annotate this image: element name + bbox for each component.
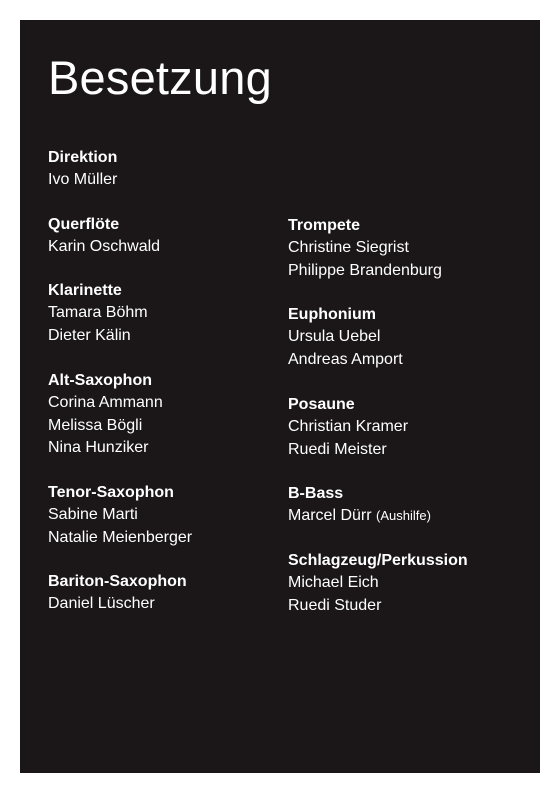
member-name: Michael Eich <box>288 573 379 591</box>
right-column <box>288 215 523 639</box>
member-name: Karin Oschwald <box>48 237 161 255</box>
section-alt-saxophon <box>48 370 283 460</box>
roster-panel <box>20 20 540 773</box>
member-name: Melissa Bögli <box>48 416 143 434</box>
section-heading: Posaune <box>288 395 355 413</box>
member-name: Daniel Lüscher <box>48 595 155 613</box>
section-heading: B-Bass <box>288 485 344 503</box>
member-note: (Aushilfe) <box>376 508 431 524</box>
section-klarinette <box>48 280 283 347</box>
page-title: Besetzung <box>48 51 272 104</box>
member-name: Christine Siegrist <box>288 239 409 256</box>
section-heading: Schlagzeug/Perkussion <box>288 551 468 569</box>
member-name: Ursula Uebel <box>288 328 381 346</box>
section-querfloete <box>48 214 283 259</box>
section-heading: Direktion <box>48 149 118 166</box>
member-name: Tamara Böhm <box>48 304 148 322</box>
member-name: Andreas Amport <box>288 351 403 369</box>
member-name: Nina Hunziker <box>48 439 149 457</box>
section-posaune <box>288 394 523 461</box>
section-heading: Bariton-Saxophon <box>48 573 187 591</box>
section-heading: Klarinette <box>48 282 122 300</box>
section-heading: Euphonium <box>288 306 376 324</box>
member-name: Sabine Marti <box>48 505 138 523</box>
section-tenor-saxophon <box>48 482 283 549</box>
section-b-bass <box>288 483 523 528</box>
section-heading: Tenor-Saxophon <box>48 483 174 501</box>
member-row <box>288 505 523 528</box>
section-schlagzeug-perkussion <box>288 550 523 617</box>
section-euphonium <box>288 304 523 371</box>
section-bariton-saxophon <box>48 571 283 616</box>
member-name: Ruedi Meister <box>288 440 387 458</box>
section-heading: Querflöte <box>48 215 120 233</box>
member-name: Philippe Brandenburg <box>288 261 442 279</box>
section-heading: Trompete <box>288 217 361 234</box>
member-name: Natalie Meienberger <box>48 528 193 546</box>
member-name: Ivo Müller <box>48 171 118 188</box>
member-name: Corina Ammann <box>48 393 163 411</box>
member-name: Ruedi Studer <box>288 596 382 614</box>
member-name: Dieter Kälin <box>48 327 131 345</box>
left-column <box>48 147 283 638</box>
section-trompete <box>288 215 523 282</box>
member-name: Christian Kramer <box>288 417 409 435</box>
section-direktion <box>48 147 283 192</box>
section-heading: Alt-Saxophon <box>48 371 152 389</box>
member-name: Marcel Dürr <box>288 507 372 525</box>
